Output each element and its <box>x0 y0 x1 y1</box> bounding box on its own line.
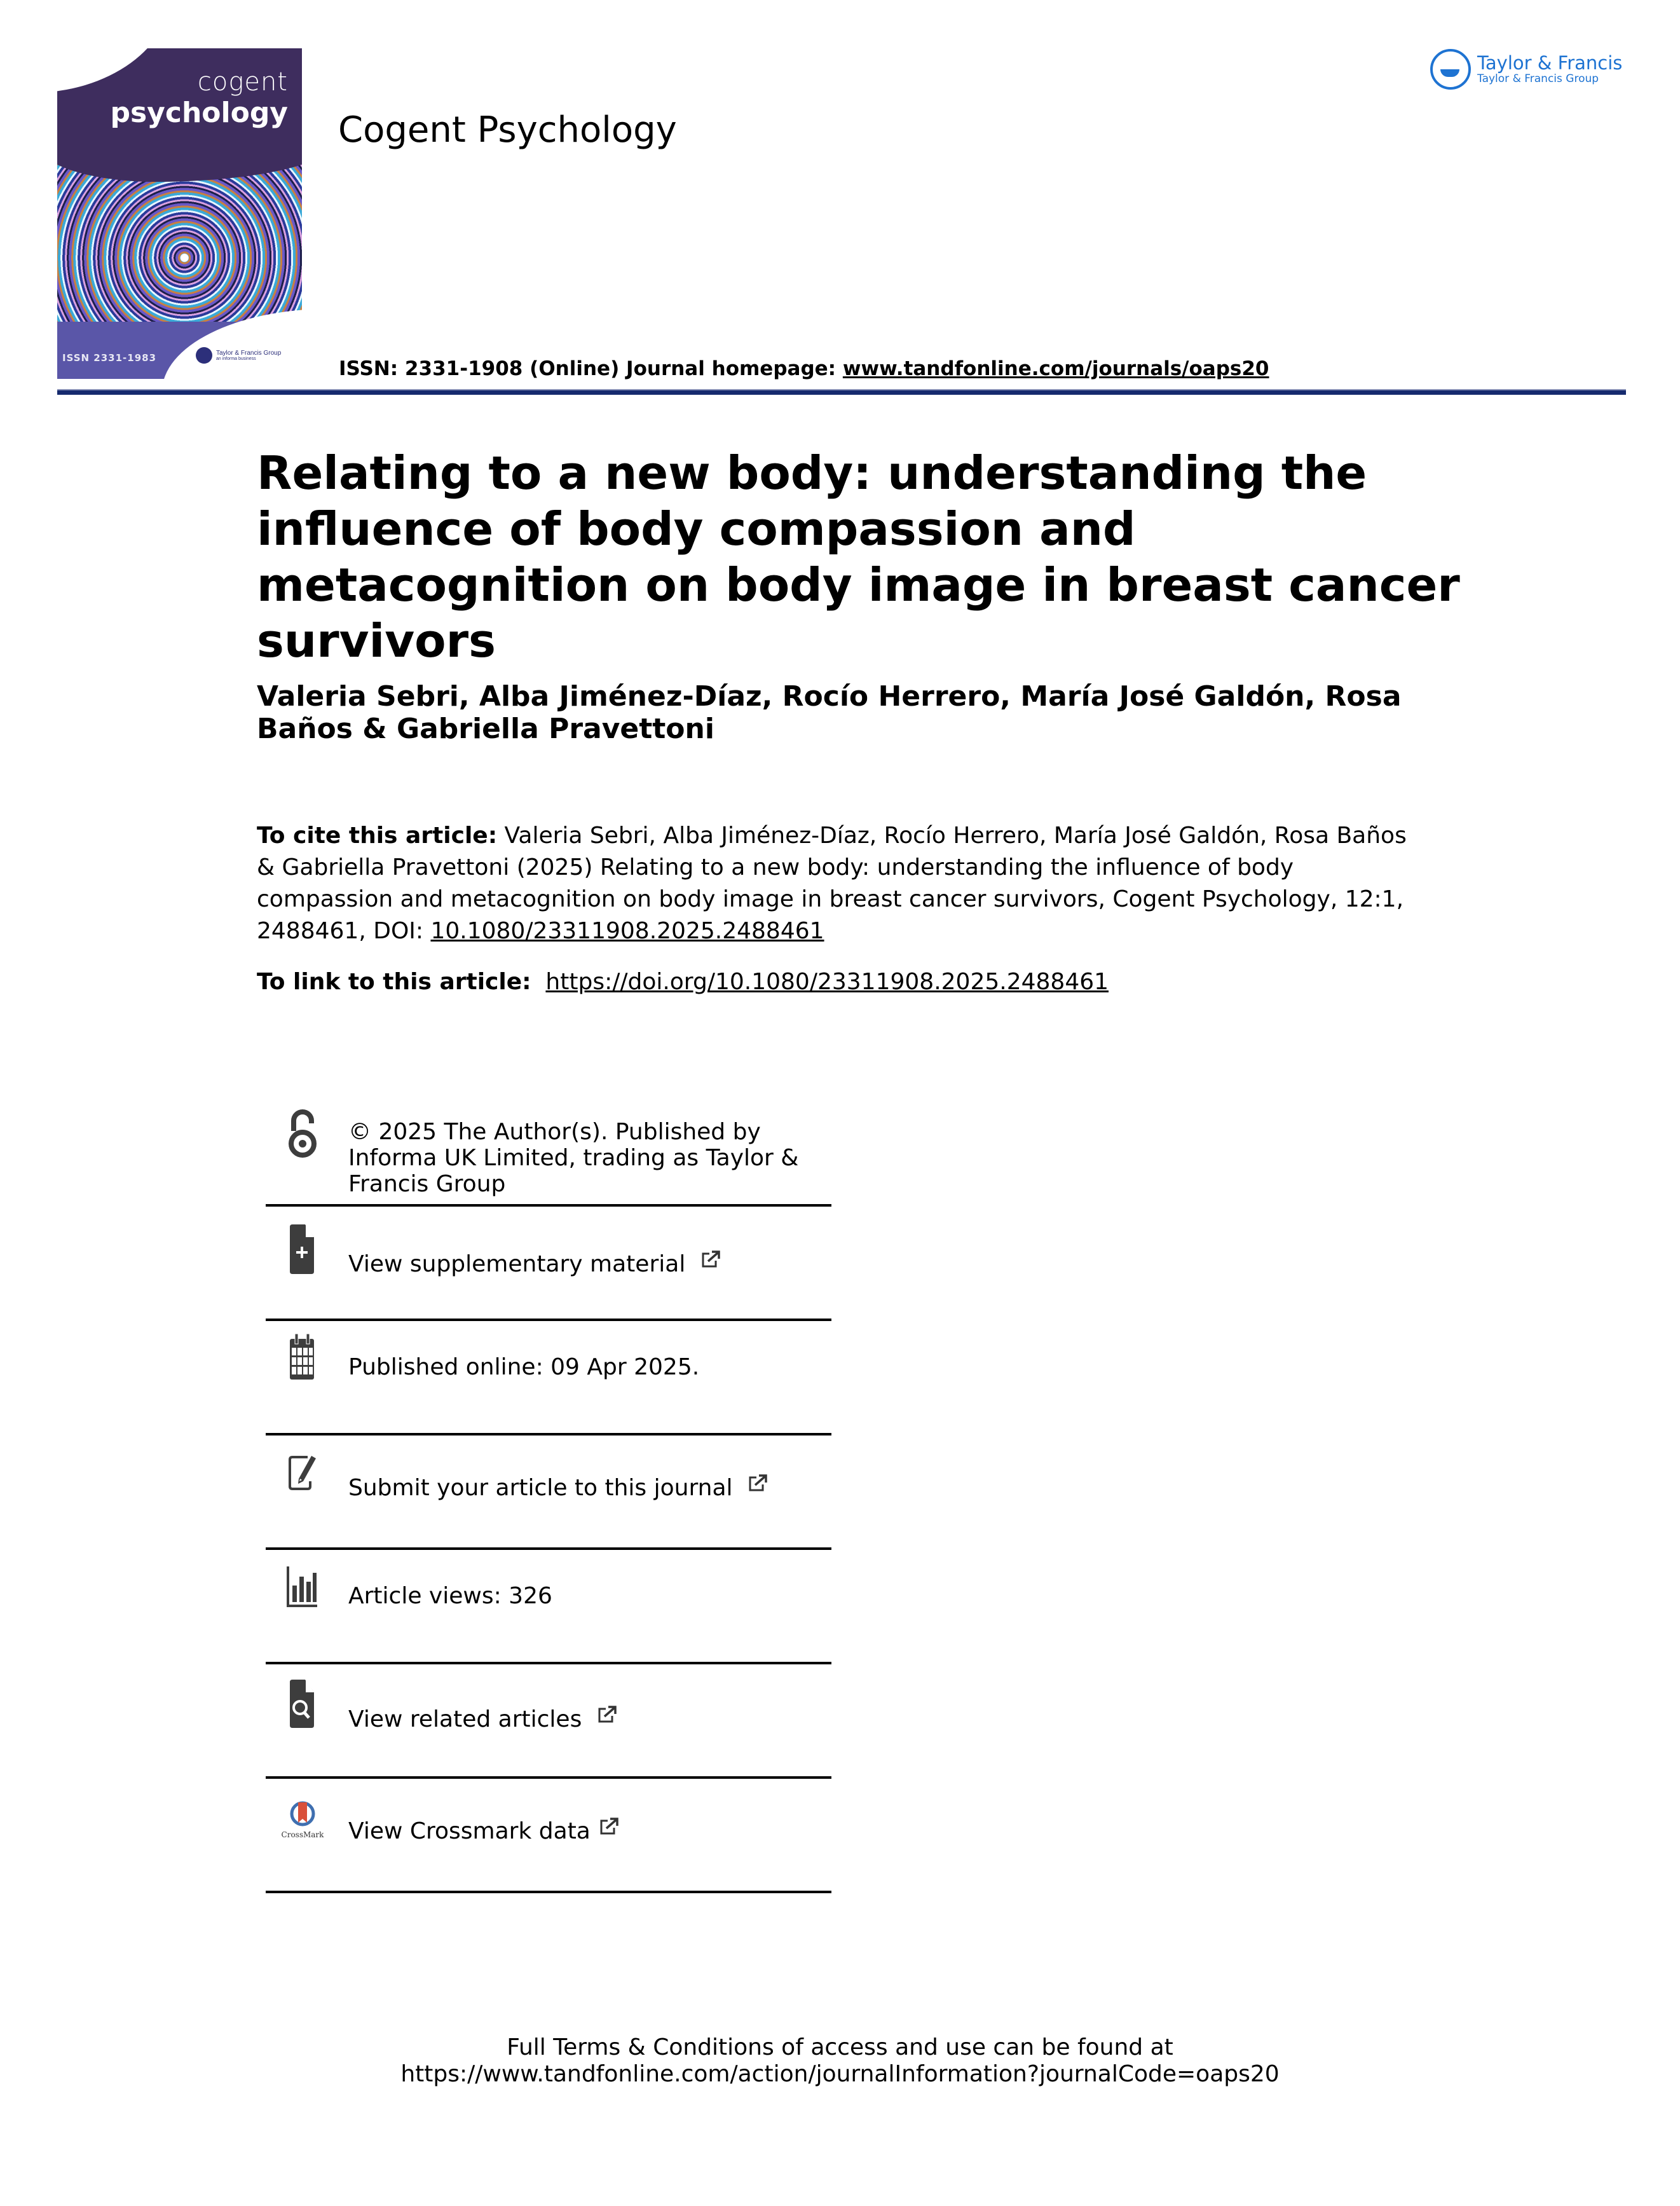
citation <box>257 820 1414 947</box>
cover-subject: psychology <box>110 97 288 129</box>
terms-url[interactable]: https://www.tandfonline.com/action/journalInformation?journalCode=oaps20 <box>400 2061 1280 2087</box>
article-link <box>257 966 1109 998</box>
external-link-icon <box>700 1249 721 1275</box>
cover-publisher-name: Taylor & Francis Group <box>216 349 282 357</box>
published-date: Published online: 09 Apr 2025. <box>348 1354 700 1380</box>
article-info-list <box>266 1093 831 1893</box>
header-divider <box>57 390 1626 395</box>
lamp-icon <box>1430 49 1471 90</box>
article-authors: Valeria Sebri, Alba Jiménez-Díaz, Rocío Herrero, María José Galdón, Rosa Baños & Gabriella Pravettoni <box>257 680 1402 745</box>
cover-issn: ISSN 2331-1983 <box>62 352 157 364</box>
related-label: View related articles <box>348 1706 582 1732</box>
journal-homepage-link[interactable]: www.tandfonline.com/journals/oaps20 <box>842 357 1269 380</box>
calendar-icon <box>281 1334 324 1380</box>
cover-swirl-art <box>57 156 302 341</box>
cover-brand: cogent <box>197 67 288 97</box>
info-item-license <box>266 1093 831 1207</box>
info-item-supplementary[interactable] <box>266 1207 831 1321</box>
publisher-group: Taylor & Francis Group <box>1477 72 1599 86</box>
cover-publisher-sub: an informa business <box>216 356 256 361</box>
info-item-views <box>266 1550 831 1664</box>
cite-label: To cite this article: <box>257 823 498 849</box>
journal-cover <box>57 48 302 379</box>
info-item-submit[interactable] <box>266 1435 831 1550</box>
cover-publisher <box>196 347 281 364</box>
license-text: © 2025 The Author(s). Published by Informa UK Limited, trading as Taylor & Francis Group <box>348 1119 799 1197</box>
crossmark-link[interactable] <box>348 1816 831 1844</box>
cite-text: Valeria Sebri, Alba Jiménez-Díaz, Rocío Herrero, María José Galdón, Rosa Baños & Gabriella Pravettoni (2025) Relating to a new body: understanding the influence of body compassion and metacognition on body image in breast cancer survivors, Cogent Psychology, 12:1, 2488461, DOI: <box>257 823 1407 944</box>
edit-icon <box>281 1449 324 1495</box>
cite-doi-link[interactable]: 10.1080/23311908.2025.2488461 <box>430 918 824 944</box>
terms-text: Full Terms & Conditions of access and use can be found at <box>507 2034 1173 2060</box>
link-label: To link to this article: <box>257 969 531 995</box>
info-item-crossmark[interactable] <box>266 1779 831 1893</box>
supplementary-file-icon <box>281 1227 324 1273</box>
bar-chart-icon <box>281 1564 324 1610</box>
related-articles-link[interactable] <box>348 1704 831 1732</box>
doi-link[interactable]: https://doi.org/10.1080/23311908.2025.2488461 <box>545 969 1109 995</box>
publisher-lamp-icon <box>196 347 212 364</box>
supplementary-label: View supplementary material <box>348 1251 686 1277</box>
publisher-name: Taylor & Francis <box>1477 51 1623 74</box>
external-link-icon <box>748 1472 768 1498</box>
open-access-icon <box>281 1111 324 1157</box>
info-item-related[interactable] <box>266 1664 831 1779</box>
external-link-icon <box>599 1816 619 1842</box>
info-item-published <box>266 1321 831 1435</box>
article-title: Relating to a new body: understanding the influence of body compassion and metacognition on body image in breast cancer survivors <box>257 446 1460 668</box>
crossmark-caption: CrossMark <box>281 1830 324 1839</box>
issn-text: ISSN: 2331-1908 (Online) Journal homepage: <box>339 357 843 380</box>
crossmark-icon <box>281 1794 324 1840</box>
issn-line <box>339 357 1269 380</box>
search-file-icon <box>281 1681 324 1727</box>
submit-article-link[interactable] <box>348 1472 831 1501</box>
terms-footer <box>0 2034 1680 2088</box>
journal-title: Cogent Psychology <box>338 109 677 151</box>
publisher-logo[interactable] <box>1430 49 1622 90</box>
submit-label: Submit your article to this journal <box>348 1475 733 1501</box>
article-views: Article views: 326 <box>348 1583 552 1609</box>
crossmark-label: View Crossmark data <box>348 1818 591 1844</box>
supplementary-link[interactable] <box>348 1249 831 1277</box>
external-link-icon <box>597 1704 617 1730</box>
